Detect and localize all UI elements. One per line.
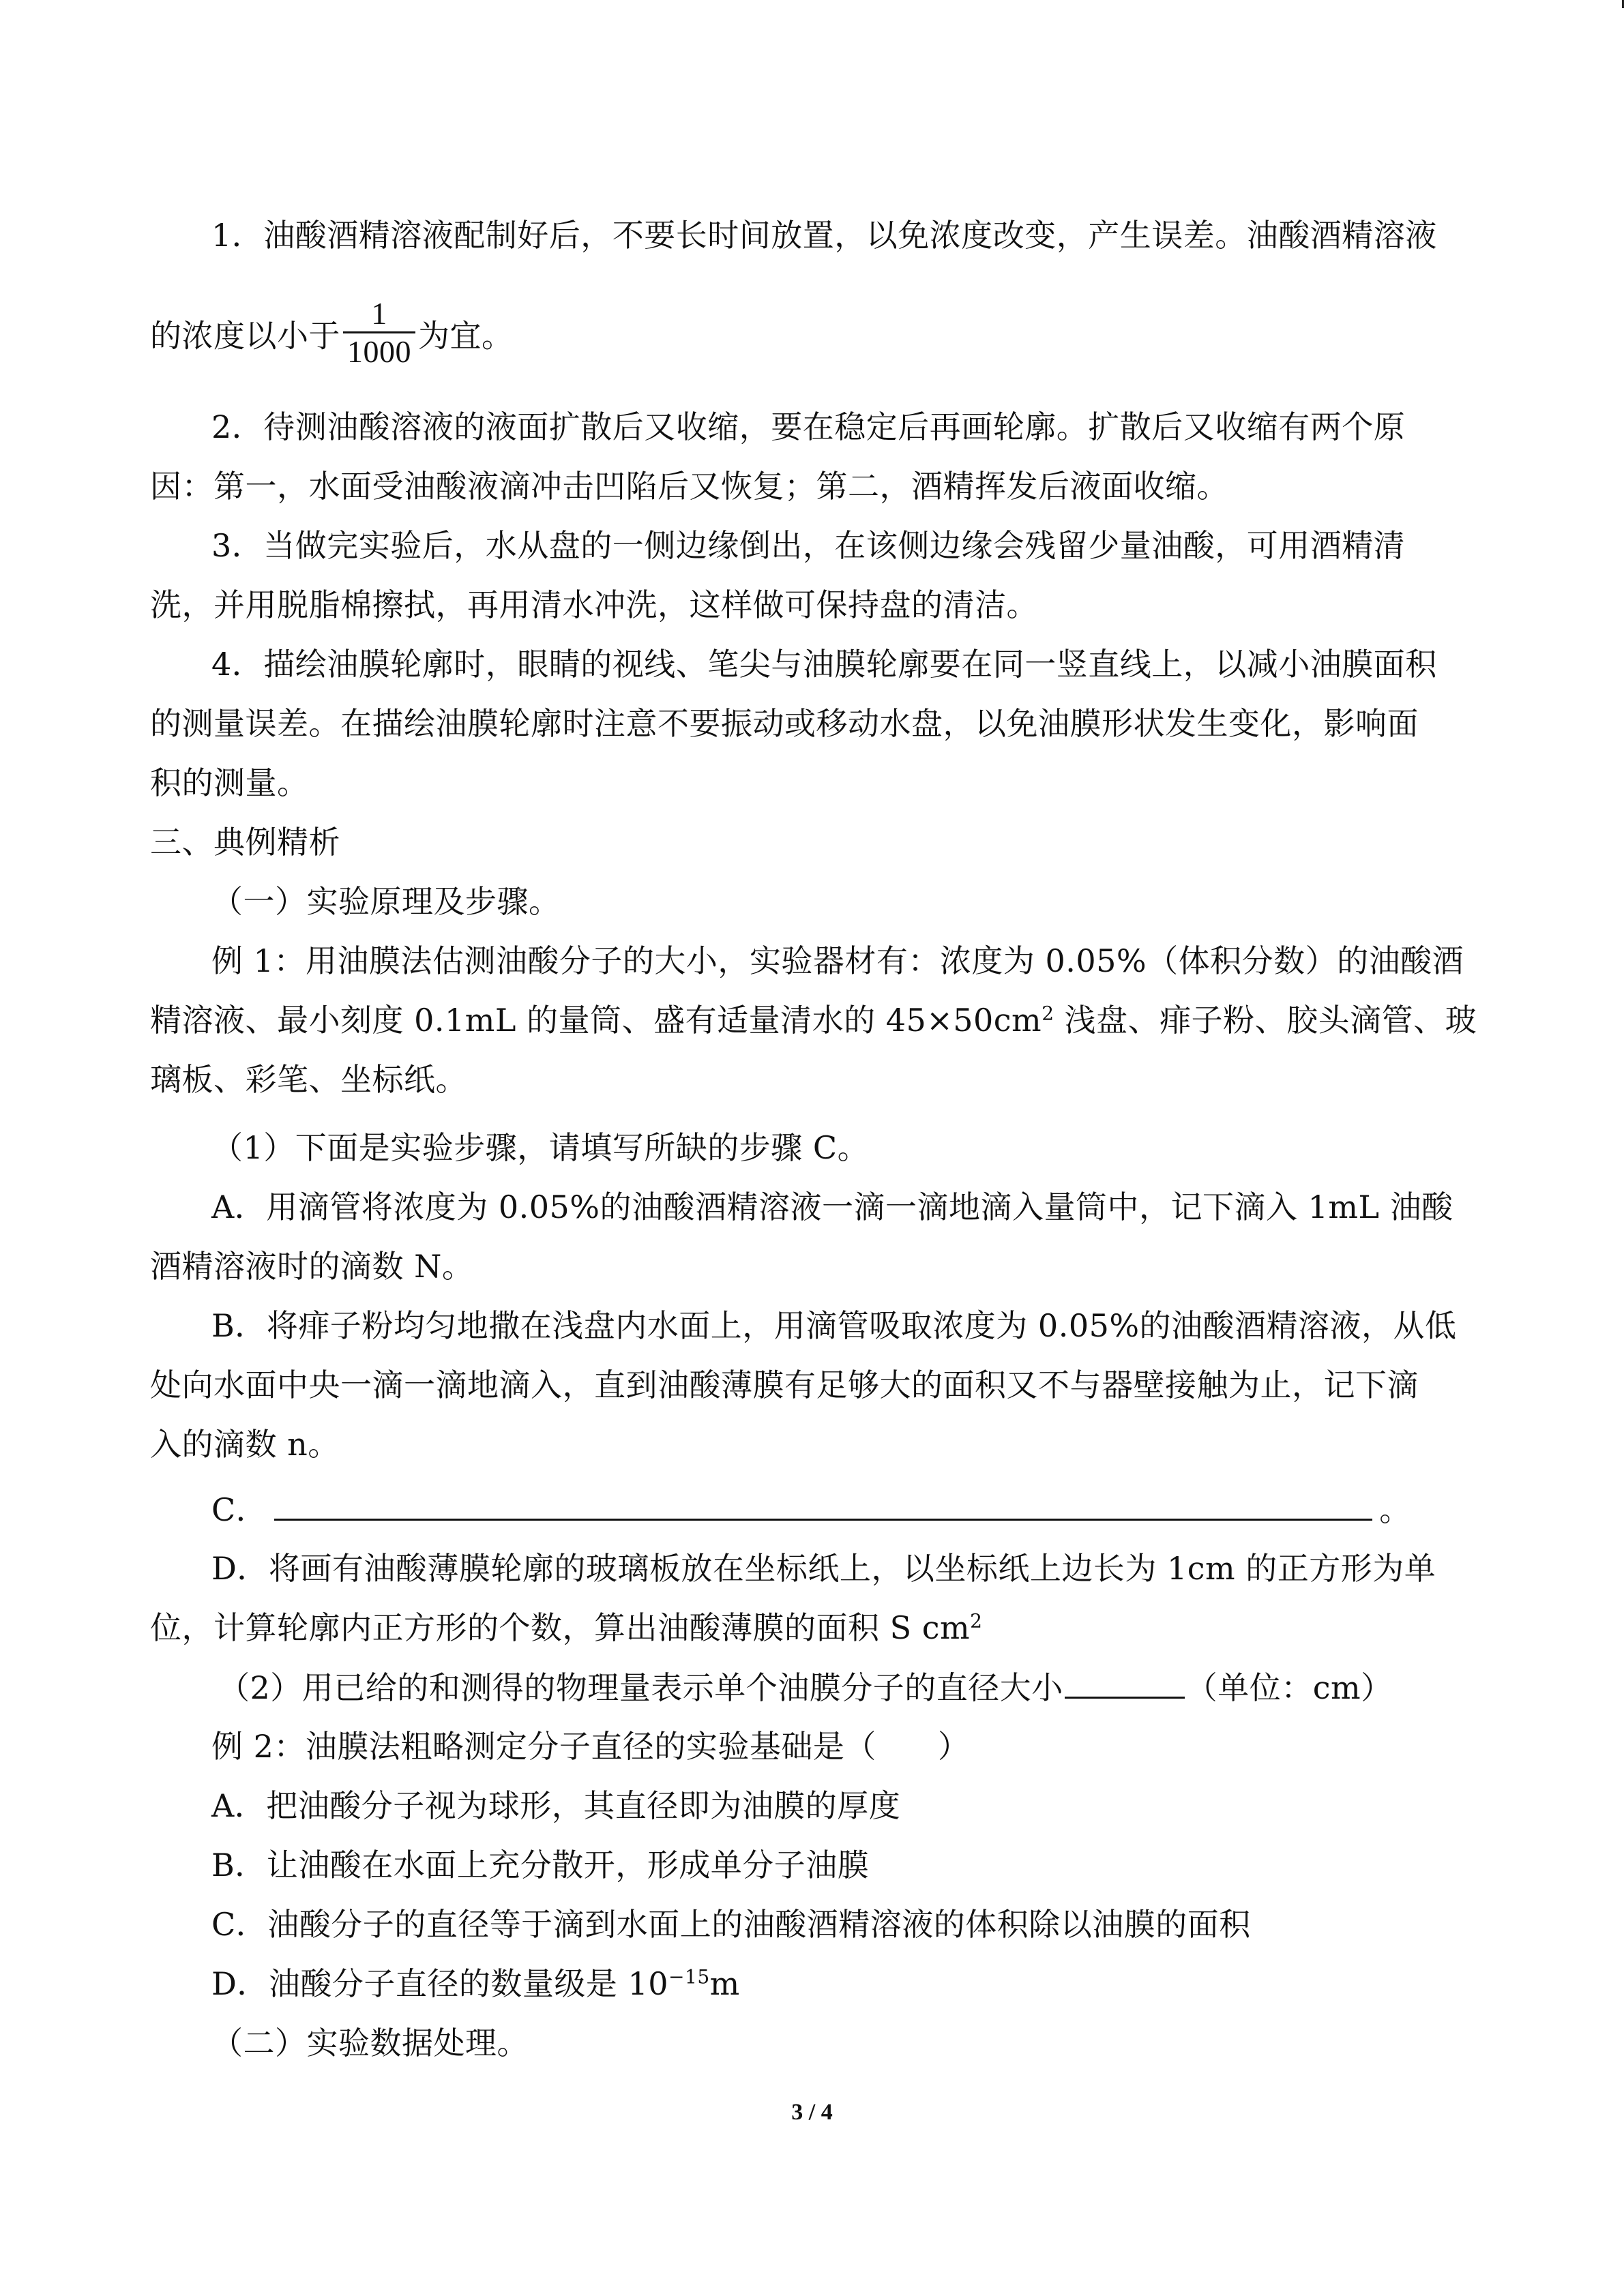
example-2-stem-text: 例 2：油膜法粗略测定分子直径的实验基础是（	[211, 1728, 876, 1765]
option-d-unit: m	[709, 1965, 740, 2002]
note-3-line-1: 3．当做完实验后，水从盘的一侧边缘倒出，在该侧边缘会残留少量油酸，可用酒精清	[211, 527, 1406, 564]
example-2-option-b: B．让油酸在水面上充分散开，形成单分子油膜	[211, 1847, 870, 1883]
step-c-period: 。	[1379, 1491, 1411, 1528]
step-b-line-3: 入的滴数 n。	[150, 1426, 340, 1463]
step-c-answer-blank[interactable]	[274, 1489, 1372, 1521]
step-d-line-1: D．将画有油酸薄膜轮廓的玻璃板放在坐标纸上，以坐标纸上边长为 1cm 的正方形为单	[211, 1550, 1436, 1587]
section-heading: 三、典例精析	[150, 824, 340, 861]
fraction	[343, 296, 415, 370]
step-c-line	[211, 1489, 1411, 1530]
example-2-option-a: A．把油酸分子视为球形，其直径即为油膜的厚度	[211, 1787, 901, 1824]
superscript: 2	[970, 1609, 983, 1632]
note-4-line-3: 积的测量。	[150, 764, 309, 801]
step-d-line-2	[150, 1607, 982, 1648]
note-4-line-1: 4．描绘油膜轮廓时，眼睛的视线、笔尖与油膜轮廓要在同一竖直线上，以减小油膜面积	[211, 646, 1437, 683]
fraction-denominator: 1000	[347, 334, 411, 369]
example-1-line-2	[150, 1000, 1477, 1041]
question-2-answer-blank[interactable]	[1065, 1667, 1185, 1699]
note-1-line-2	[150, 296, 514, 376]
question-2-unit: （单位：cm）	[1185, 1669, 1393, 1706]
step-a-line-1: A．用滴管将浓度为 0.05%的油酸酒精溶液一滴一滴地滴入量筒中，记下滴入 1mL 油酸	[211, 1189, 1453, 1225]
example-1-line-2-text: 精溶液、最小刻度 0.1mL 的量筒、盛有适量清水的 45×50cm	[150, 1002, 1042, 1039]
superscript: −15	[668, 1965, 710, 1988]
step-b-line-2: 处向水面中央一滴一滴地滴入，直到油酸薄膜有足够大的面积又不与器壁接触为止，记下滴	[150, 1367, 1419, 1403]
note-1-line-1: 1．油酸酒精溶液配制好后，不要长时间放置，以免浓度改变，产生误差。油酸酒精溶液	[211, 217, 1437, 254]
example-1-line-3: 璃板、彩笔、坐标纸。	[150, 1061, 467, 1098]
step-c-label: C．	[211, 1491, 268, 1528]
note-3-line-2: 洗，并用脱脂棉擦拭，再用清水冲洗，这样做可保持盘的清洁。	[150, 586, 1038, 623]
superscript: 2	[1042, 1002, 1054, 1025]
question-2-text: （2）用已给的和测得的物理量表示单个油膜分子的直径大小	[218, 1669, 1063, 1706]
example-2-stem-close: ）	[937, 1728, 970, 1765]
note-1-text-after: 为宜。	[418, 317, 514, 355]
example-1-line-1: 例 1：用油膜法估测油酸分子的大小，实验器材有：浓度为 0.05%（体积分数）的油酸酒	[211, 942, 1464, 979]
note-1-text-before: 的浓度以小于	[150, 317, 340, 355]
note-2-line-1: 2．待测油酸溶液的液面扩散后又收缩，要在稳定后再画轮廓。扩散后又收缩有两个原	[211, 408, 1406, 445]
example-1-line-2-rest: 浅盘、痱子粉、胶头滴管、玻	[1054, 1002, 1477, 1039]
example-2-option-d	[211, 1963, 740, 2004]
example-2-option-c: C．油酸分子的直径等于滴到水面上的油酸酒精溶液的体积除以油膜的面积	[211, 1906, 1251, 1943]
subsection-2-heading: （二）实验数据处理。	[211, 2025, 529, 2061]
note-4-line-2: 的测量误差。在描绘油膜轮廓时注意不要振动或移动水盘，以免油膜形状发生变化，影响面	[150, 705, 1419, 742]
step-b-line-1: B．将痱子粉均匀地撒在浅盘内水面上，用滴管吸取浓度为 0.05%的油酸酒精溶液，从低	[211, 1307, 1457, 1344]
step-a-line-2: 酒精溶液时的滴数 N。	[150, 1248, 474, 1285]
fraction-numerator: 1	[343, 296, 415, 333]
option-d-text: D．油酸分子直径的数量级是 10	[211, 1965, 669, 2002]
step-d-line-2-text: 位，计算轮廓内正方形的个数，算出油酸薄膜的面积 S cm	[150, 1609, 971, 1646]
example-2-stem	[211, 1726, 969, 1767]
subsection-1-heading: （一）实验原理及步骤。	[211, 883, 561, 920]
question-1: （1）下面是实验步骤，请填写所缺的步骤 C。	[211, 1129, 870, 1166]
question-2	[218, 1667, 1393, 1708]
note-2-line-2: 因：第一，水面受油酸液滴冲击凹陷后又恢复；第二，酒精挥发后液面收缩。	[150, 468, 1228, 505]
page-number: 3 / 4	[791, 2100, 833, 2125]
